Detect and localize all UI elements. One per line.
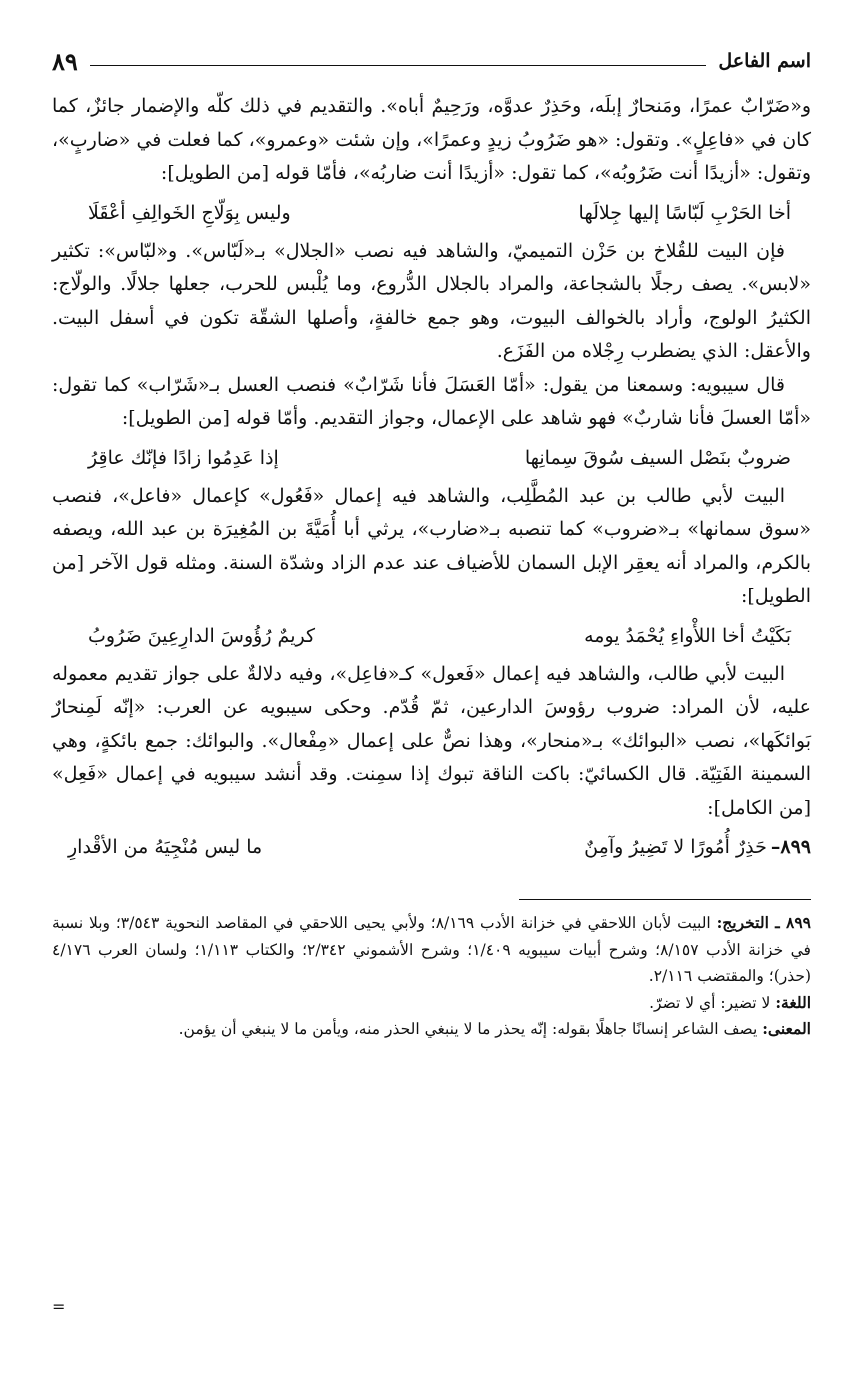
page-number: ٨٩ bbox=[52, 46, 78, 76]
verse-4-first-text: حَذِرٌ أُمُورًا لا تَضِيرُ وآمِنٌ bbox=[584, 836, 767, 858]
verse-4-second-hemistich: ما ليس مُنْجِيَهُ من الأقْدارِ bbox=[68, 836, 263, 858]
verse-3-second-hemistich: كريمٌ رُؤُوسَ الدارِعِينَ ضَرُوبُ bbox=[88, 624, 316, 647]
verse-3-first-hemistich: بَكَيْتُ أخا اللأْواءِ يُحْمَدُ يومه bbox=[584, 624, 791, 647]
end-mark: = bbox=[52, 1297, 66, 1316]
verse-4-first-hemistich bbox=[584, 825, 811, 869]
footnote-mana bbox=[52, 1016, 811, 1043]
verse-2-first-hemistich: ضروبٌ بنَصْل السيف سُوقَ سِمانِها bbox=[524, 446, 791, 469]
verse-4 bbox=[52, 825, 811, 869]
header-rule bbox=[90, 65, 707, 66]
paragraph-4: البيت لأبي طالب بن عبد المُطَّلِب، والشاهد فيه إعمال «فَعُول» كإعمال «فاعل»، فنصب «سوق سمانها» بـ«ضروب» كما تنصبه بـ«ضارب»، يرثي أبا أُمَيَّةَ بن المُغِيرَة بن عبد الله، ويصفه بالكرم، والمراد أنه يعقِر الإبل السمان للأضياف عند عدم الزاد وشدّة السنة. ومثله قول الآخر [من الطويل]: bbox=[52, 484, 811, 607]
paragraph-2: فإن البيت للقُلاخ بن حَزْن التميميّ، والشاهد فيه نصب «الجلال» بـ«لَبّاس». و«لبّاس»: تكثير «لابس». يصف رجلًا بالشجاعة، والمراد بالجلال الدُّروع، وما يُلْبس للحرب، جعلها جلالًا. والولّاج: الكثيرُ الولوج، وأراد بالخوالف البيوت، وهو جمع خالفةٍ، وأصلها الشقّة تكون في أسفل البيت. والأعقل: الذي يضطرب رِجْلاه من الفَزَع. bbox=[52, 239, 811, 362]
mana-text: يصف الشاعر إنسانًا جاهلًا بقوله: إنّه يحذر ما لا ينبغي الحذر منه، ويأمن ما لا ينبغي أن يؤمن. bbox=[178, 1020, 758, 1038]
verse-number: ٨٩٩– bbox=[770, 836, 811, 858]
mana-label: المعنى: bbox=[762, 1019, 811, 1038]
chapter-title: اسم الفاعل bbox=[718, 50, 811, 72]
takhrij-text: البيت لأبان اللاحقي في خزانة الأدب ٨/١٦٩؛ ولأبي يحيى اللاحقي في المقاصد النحوية ٣/٥٤٣؛ وبلا نسبة في خزانة الأدب ٨/١٥٧؛ وشرح أبيات سيبويه ١/٤٠٩؛ وشرح الأشموني ٢/٣٤٢؛ والكتاب ١/١١٣؛ ولسان العرب ٤/١٧٦ (حذر)؛ والمقتضب ٢/١١٦. bbox=[52, 914, 811, 985]
verse-2-second-hemistich: إذا عَدِمُوا زادًا فإنّك عاقِرُ bbox=[88, 446, 279, 469]
running-header bbox=[52, 40, 811, 82]
verse-1-second-hemistich: وليس بِوَلّاجِ الخَوالِفِ أعْقَلَا bbox=[88, 201, 291, 224]
paragraph-5: البيت لأبي طالب، والشاهد فيه إعمال «فَعول» كـ«فاعِل»، وفيه دلالةٌ على جواز تقديم معموله عليه، لأن المراد: ضروب رؤوسَ الدارعين، ثمّ قُدّم. وحكى سيبويه عن العرب: «إنّه لَمِنحارٌ بَوائكَها»، نصب «البوائك» بـ«منحار»، وهذا نصٌّ على إعمال «مِفْعال». والبوائك: جمع بائكةٍ، وهي السمينة الفَتِيّة. قال الكسائيّ: باكت الناقة تبوك إذا سمِنت. وقد أنشد سيبويه في إعمال «فَعِل» [من الكامل]: bbox=[52, 662, 811, 819]
footnote-takhrij bbox=[52, 910, 811, 990]
verse-3 bbox=[52, 614, 811, 658]
takhrij-label: ٨٩٩ ـ التخريج: bbox=[716, 913, 812, 932]
paragraph-3: قال سيبويه: وسمعنا من يقول: «أمّا العَسَلَ فأنا شَرّابٌ» فنصب العسل بـ«شَرّاب» كما تقول: «أمّا العسلَ فأنا شاربٌ» فهو شاهد على الإعمال، وجواز التقديم. وأمّا قوله [من الطويل]: bbox=[52, 373, 811, 429]
lugha-text: لا تضير: أي لا تضرّ. bbox=[649, 993, 771, 1012]
lugha-label: اللغة: bbox=[775, 992, 811, 1012]
paragraph-1: و«ضَرّابٌ عمرًا، ومَنحارٌ إبلَه، وحَذِرٌ عدوَّه، ورَحِيمٌ أباه». والتقديم في ذلك كلّه والإضمار جائزٌ، كما كان في «فاعِلٍ». وتقول: «هو ضَرُوبُ زيدٍ وعمرًا»، وإن شئت «وعمرو»، كما فعلت في «ضاربٍ»، وتقول: «أزيدًا أنت ضَرُوبُه»، كما تقول: «أزيدًا أنت ضاربُه»، فأمّا قوله [من الطويل]: bbox=[52, 95, 811, 184]
footnote-separator bbox=[519, 899, 811, 900]
verse-1 bbox=[52, 191, 811, 235]
verse-1-first-hemistich: أخا الحَرْبِ لَبّاسًا إليها جِلالَها bbox=[578, 201, 791, 224]
footnote-lugha bbox=[52, 990, 811, 1017]
footnotes bbox=[52, 910, 811, 1043]
verse-2 bbox=[52, 436, 811, 480]
